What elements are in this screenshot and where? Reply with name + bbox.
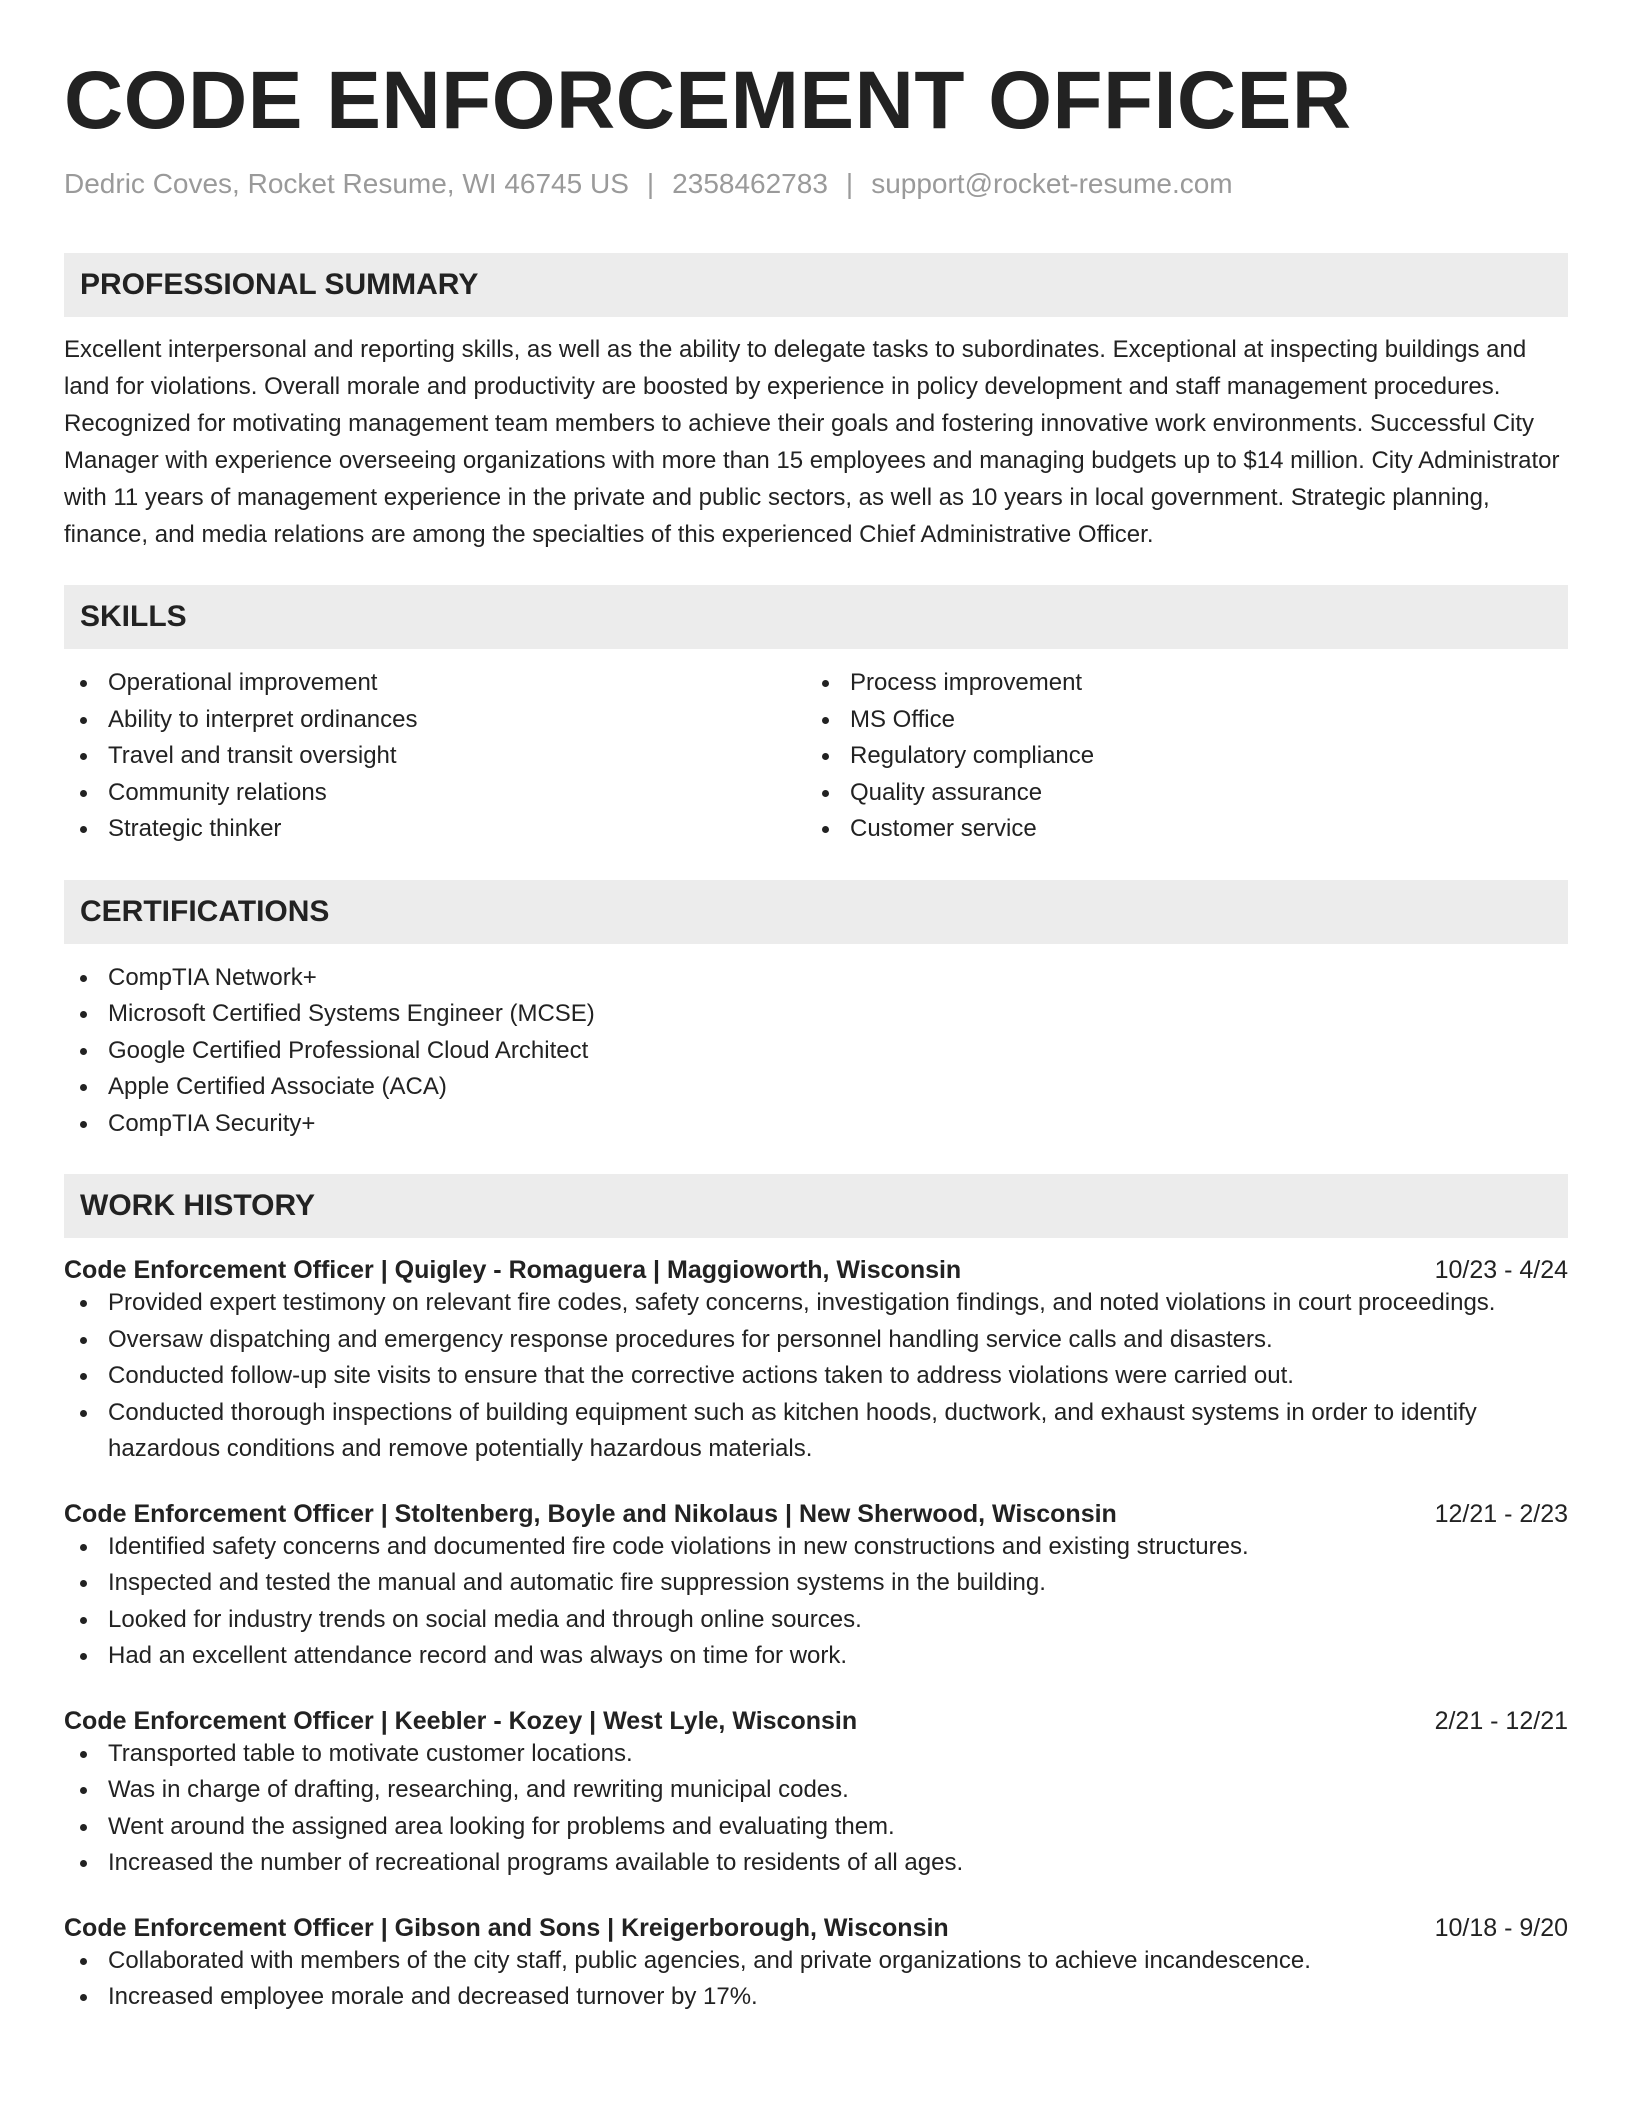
list-item: Oversaw dispatching and emergency response procedures for personnel handling service calls and disasters. [64, 1322, 1568, 1359]
section-title: WORK HISTORY [80, 1189, 316, 1222]
job-header [64, 1914, 1568, 1943]
job-bullet-list [64, 1736, 1568, 1882]
job-dates: 12/21 - 2/23 [1434, 1499, 1568, 1528]
list-item: Regulatory compliance [806, 738, 1548, 775]
job-bullet-list [64, 1529, 1568, 1675]
list-item: Had an excellent attendance record and was always on time for work. [64, 1638, 1568, 1675]
section-header-skills [64, 585, 1568, 649]
list-item: Quality assurance [806, 775, 1548, 812]
list-item: Was in charge of drafting, researching, and rewriting municipal codes. [64, 1772, 1568, 1809]
job-entry [64, 1500, 1568, 1675]
list-item: Google Certified Professional Cloud Architect [64, 1033, 1568, 1070]
summary-paragraph: Excellent interpersonal and reporting skills, as well as the ability to delegate tasks to subordinates. Exceptional at inspecting buildings and land for violations. Overall morale and productivity are boosted by experience in policy development and staff management procedures. Recognized for motivating management team members to achieve their goals and fostering innovative work environments. Successful City Manager with experience overseeing organizations with more than 15 employees and managing budgets up to $14 million. City Administrator with 11 years of management experience in the private and public sectors, as well as 10 years in local government. Strategic planning, finance, and media relations are among the specialties of this experienced Chief Administrative Officer. [64, 336, 1560, 548]
job-bullet-list [64, 1285, 1568, 1468]
list-item: MS Office [806, 702, 1548, 739]
list-item: Transported table to motivate customer locations. [64, 1736, 1568, 1773]
list-item: Microsoft Certified Systems Engineer (MCSE) [64, 996, 1568, 1033]
section-title: CERTIFICATIONS [80, 894, 330, 928]
job-title: Code Enforcement Officer | Stoltenberg, Boyle and Nikolaus | New Sherwood, Wisconsin [64, 1499, 1117, 1528]
job-title: Code Enforcement Officer | Gibson and Sons | Kreigerborough, Wisconsin [64, 1913, 949, 1942]
list-item: Inspected and tested the manual and automatic fire suppression systems in the building. [64, 1565, 1568, 1602]
list-item: Process improvement [806, 665, 1548, 702]
list-item: Community relations [64, 775, 806, 812]
list-item: Conducted follow-up site visits to ensure that the corrective actions taken to address violations were carried out. [64, 1358, 1568, 1395]
contact-phone: 2358462783 [672, 168, 828, 199]
job-dates: 10/23 - 4/24 [1434, 1256, 1568, 1284]
section-header-work-history [64, 1174, 1568, 1238]
job-entry [64, 1707, 1568, 1882]
list-item: Travel and transit oversight [64, 738, 806, 775]
certifications-list [64, 960, 1568, 1143]
section-header-summary [64, 253, 1568, 317]
job-entry [64, 1256, 1568, 1468]
skills-grid [64, 665, 1568, 848]
job-dates: 10/18 - 9/20 [1434, 1913, 1568, 1942]
list-item: Customer service [806, 811, 1548, 848]
section-title: SKILLS [80, 600, 187, 633]
list-item: Conducted thorough inspections of building equipment such as kitchen hoods, ductwork, and exhaust systems in order to identify hazardous conditions and remove potentially hazardous materials. [64, 1395, 1568, 1468]
job-dates: 2/21 - 12/21 [1434, 1706, 1568, 1735]
job-header [64, 1500, 1568, 1529]
list-item: CompTIA Network+ [64, 960, 1568, 997]
section-header-certifications [64, 880, 1568, 944]
list-item: Collaborated with members of the city staff, public agencies, and private organizations to achieve incandescence. [64, 1943, 1568, 1980]
contact-address: Dedric Coves, Rocket Resume, WI 46745 US [64, 168, 629, 199]
contact-separator: | [646, 168, 655, 199]
list-item: Looked for industry trends on social media and through online sources. [64, 1602, 1568, 1639]
list-item: Apple Certified Associate (ACA) [64, 1069, 1568, 1106]
job-entry [64, 1914, 1568, 2016]
contact-line [64, 168, 1568, 200]
list-item: Increased the number of recreational programs available to residents of all ages. [64, 1845, 1568, 1882]
resume-name-heading: CODE ENFORCEMENT OFFICER [64, 55, 1352, 146]
list-item: Ability to interpret ordinances [64, 702, 806, 739]
skills-list-right [806, 665, 1548, 848]
job-title: Code Enforcement Officer | Keebler - Kozey | West Lyle, Wisconsin [64, 1706, 858, 1735]
job-title: Code Enforcement Officer | Quigley - Romaguera | Maggioworth, Wisconsin [64, 1256, 962, 1284]
list-item: Operational improvement [64, 665, 806, 702]
job-header [64, 1707, 1568, 1736]
skills-list-left [64, 665, 806, 848]
contact-email: support@rocket-resume.com [871, 168, 1233, 199]
list-item: Provided expert testimony on relevant fire codes, safety concerns, investigation findings, and noted violations in court proceedings. [64, 1285, 1568, 1322]
list-item: Increased employee morale and decreased turnover by 17%. [64, 1979, 1568, 2016]
contact-separator: | [845, 168, 854, 199]
list-item: CompTIA Security+ [64, 1106, 1568, 1143]
job-bullet-list [64, 1943, 1568, 2016]
list-item: Went around the assigned area looking for problems and evaluating them. [64, 1809, 1568, 1846]
list-item: Identified safety concerns and documented fire code violations in new constructions and existing structures. [64, 1529, 1568, 1566]
section-title: PROFESSIONAL SUMMARY [80, 268, 479, 301]
job-header [64, 1256, 1568, 1285]
list-item: Strategic thinker [64, 811, 806, 848]
